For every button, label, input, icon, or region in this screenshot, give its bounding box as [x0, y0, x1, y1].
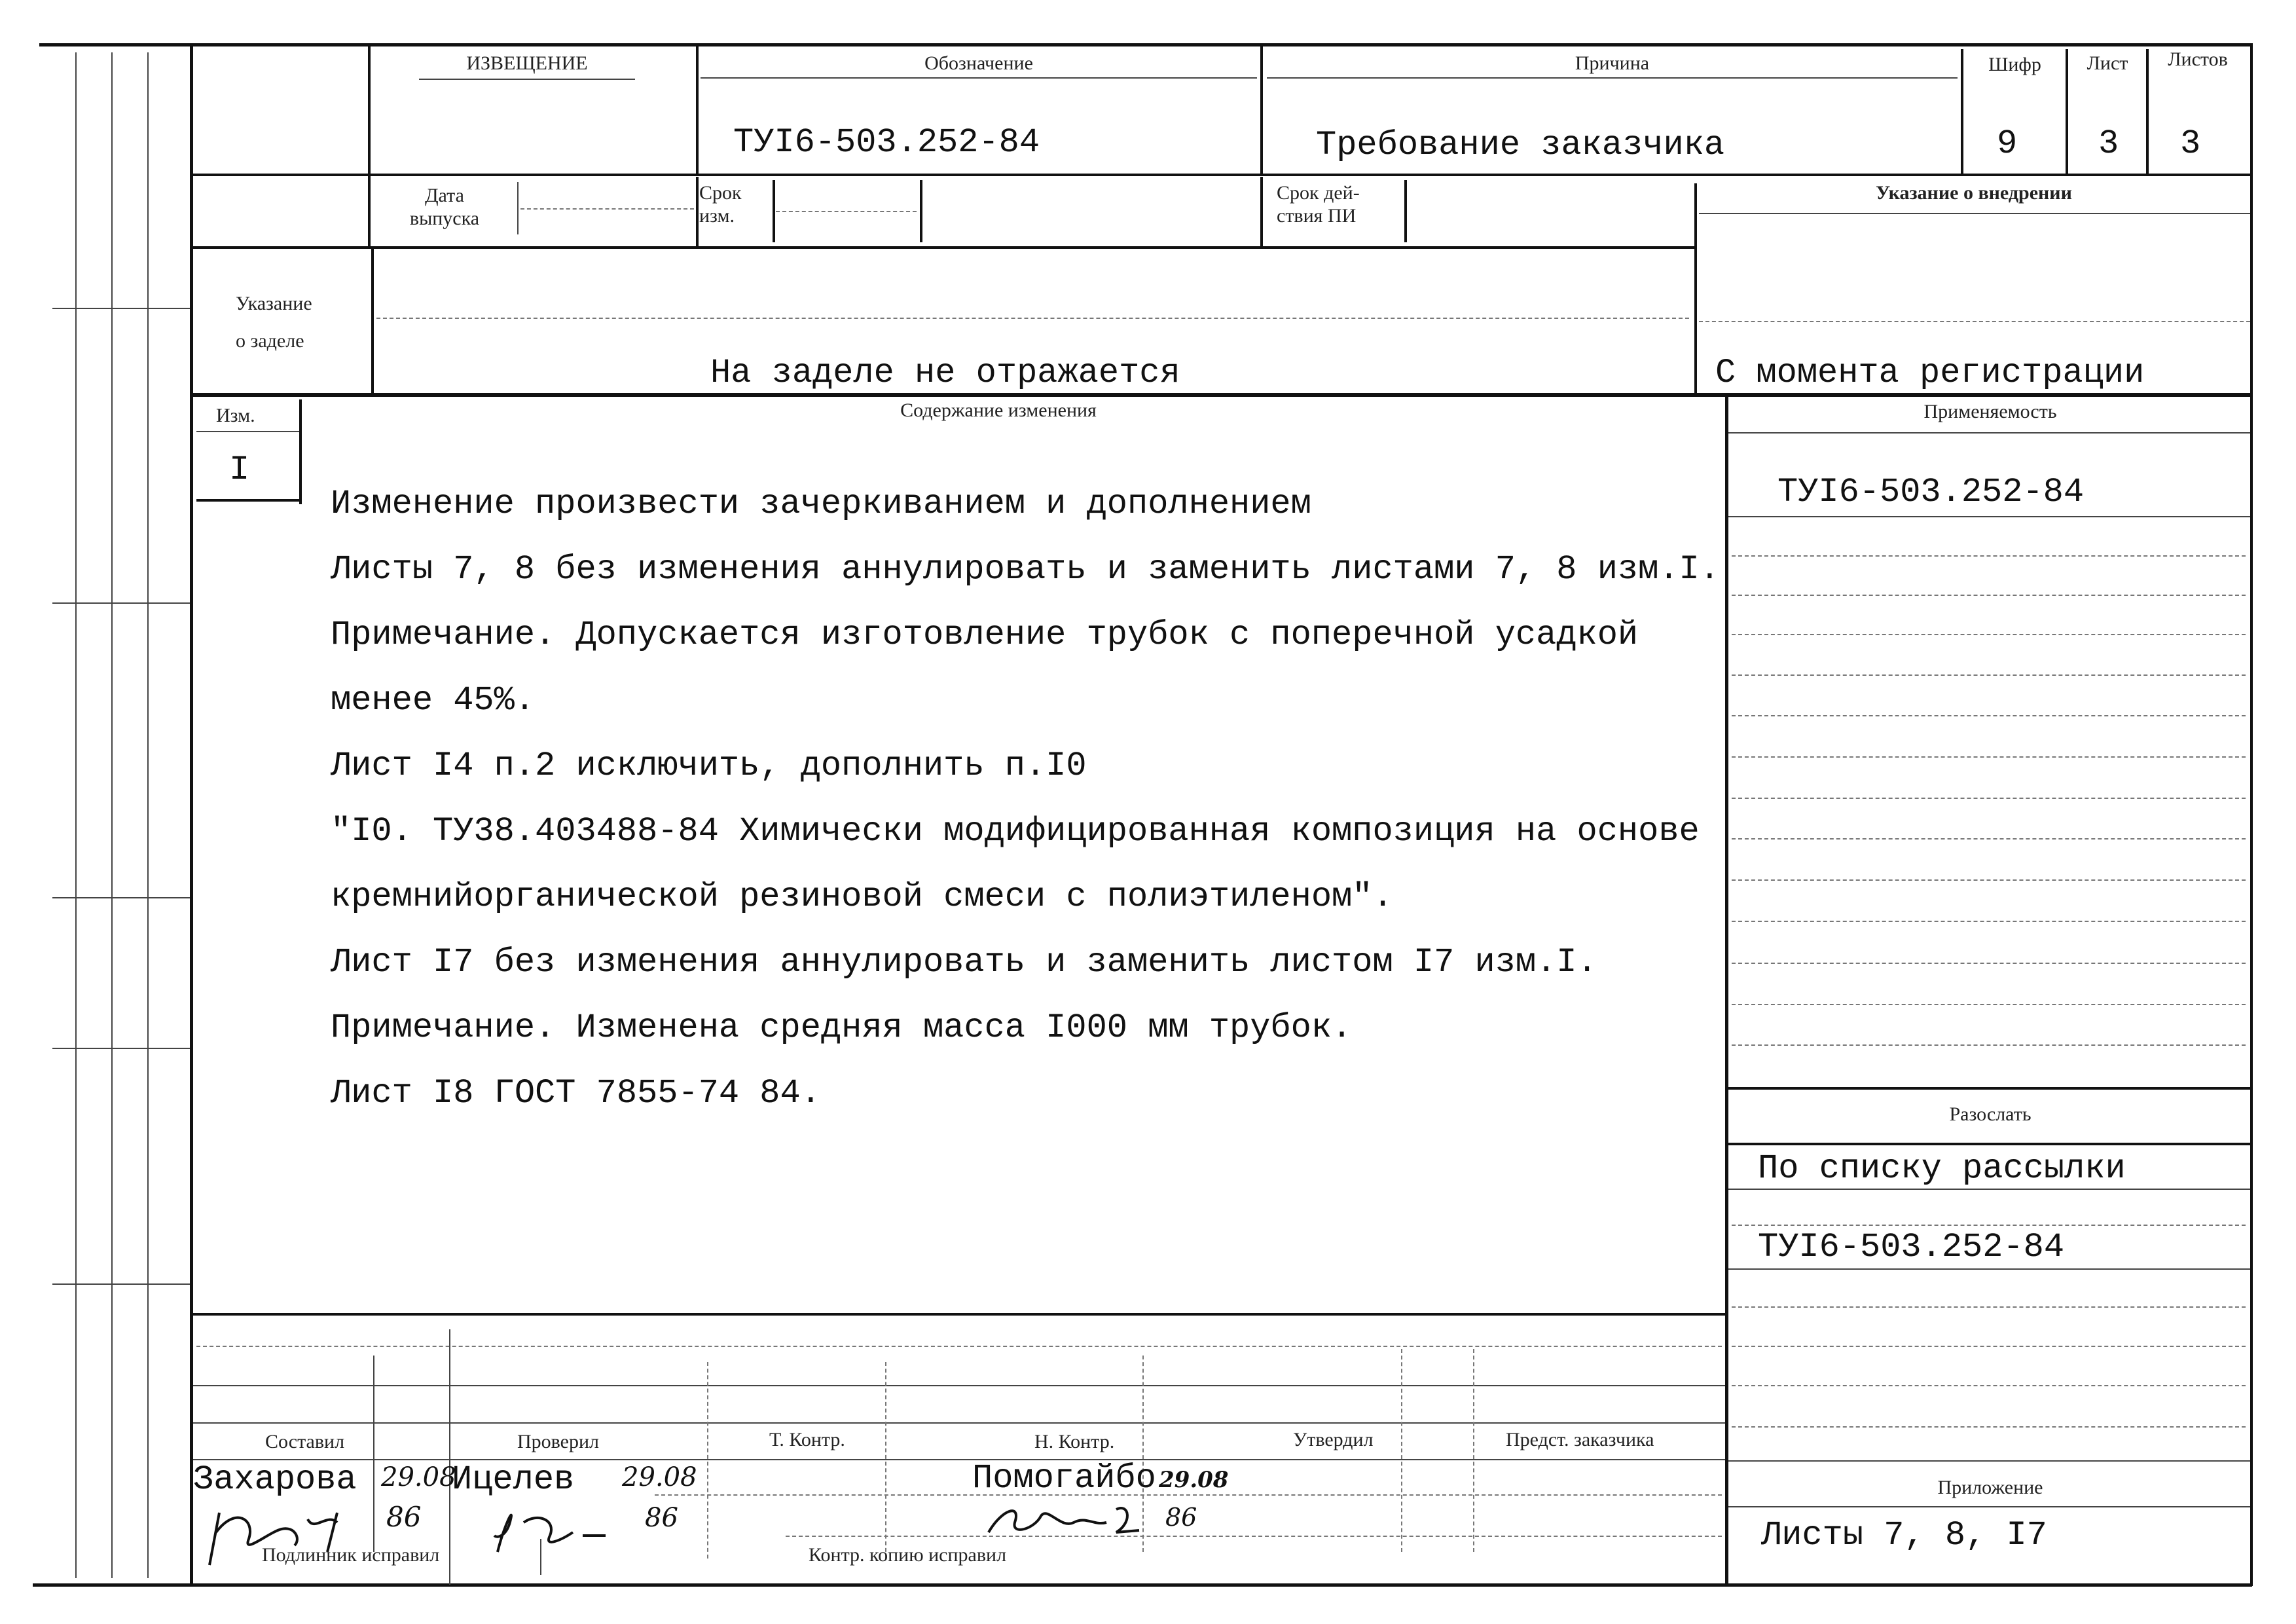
- backlog-divider: [371, 249, 374, 394]
- applicability-row-dash: [1732, 595, 2246, 596]
- content-line: Лист I7 без изменения аннулировать и заменить листом I7 изм.I.: [331, 943, 1597, 982]
- dates-dash: [776, 211, 917, 212]
- frame-top-border: [39, 43, 2252, 46]
- sheets-label: Листов: [2168, 48, 2228, 70]
- checked-signature: [484, 1500, 629, 1559]
- content-line: Лист I4 п.2 исключить, дополнить п.I0: [331, 747, 1087, 785]
- applicability-value: ТУI6-503.252-84: [1777, 473, 2085, 511]
- dates-divider: [1260, 177, 1263, 248]
- sheets-value: 3: [2180, 124, 2201, 163]
- margin-divider: [52, 897, 190, 898]
- frame-left-border: [190, 43, 193, 1586]
- signatures-row-line: [193, 1385, 1725, 1386]
- implementation-label: Указание о внедрении: [1876, 182, 2072, 204]
- approved-label: Утвердил: [1293, 1429, 1374, 1450]
- original-fixed-label: Подлинник исправил: [262, 1544, 440, 1566]
- cipher-value: 9: [1997, 124, 2018, 163]
- margin-line: [147, 52, 149, 1578]
- content-line: Лист I8 ГОСТ 7855-74 84.: [331, 1074, 821, 1113]
- content-line: менее 45%.: [331, 681, 536, 720]
- applicability-row-dash: [1732, 715, 2246, 716]
- issue-date-label: Дата выпуска: [409, 185, 480, 229]
- signatures-divider: [373, 1356, 374, 1552]
- margin-divider: [52, 308, 190, 309]
- backlog-bottom-line: [193, 393, 2250, 397]
- dates-divider: [517, 182, 519, 234]
- header-label-underline: [701, 77, 1257, 79]
- pi-term-label: Срок дей- ствия ПИ: [1277, 182, 1360, 227]
- signatures-divider: [449, 1329, 450, 1585]
- customer-rep-label: Предст. заказчика: [1506, 1429, 1654, 1450]
- content-line: кремнийорганической резиновой смеси с полиэтиленом".: [331, 877, 1393, 916]
- distribute-row-dash: [1732, 1346, 2246, 1347]
- distribute-label-line: [1728, 1143, 2250, 1145]
- signatures-dash: [655, 1494, 1722, 1496]
- cipher-label: Шифр: [1988, 54, 2041, 75]
- norm-control-label: Н. Контр.: [1034, 1431, 1115, 1452]
- norm-control-date: 29.08: [1159, 1467, 1229, 1493]
- applicability-row-dash: [1732, 798, 2246, 799]
- margin-line: [75, 52, 77, 1578]
- frame-right-border: [2250, 43, 2253, 1586]
- appendix-label: Приложение: [1937, 1477, 2043, 1498]
- distribute-top-line: [1728, 1087, 2250, 1090]
- header-divider: [1260, 46, 1263, 174]
- applicability-row-dash: [1732, 1044, 2246, 1046]
- content-line: "I0. ТУ38.403488-84 Химически модифицированная композиция на основе: [331, 812, 1700, 851]
- signatures-dash: [786, 1536, 1722, 1537]
- appendix-top-line: [1728, 1460, 2250, 1462]
- dates-divider: [1404, 180, 1407, 242]
- dates-divider: [773, 180, 775, 242]
- change-label: Изм.: [216, 405, 255, 426]
- content-line: Примечание. Допускается изготовление трубок с поперечной усадкой: [331, 616, 1639, 654]
- sheet-value: 3: [2098, 124, 2119, 163]
- distribute-row-dash: [1732, 1426, 2246, 1428]
- implementation-line: [1699, 213, 2250, 214]
- header-divider: [368, 46, 371, 177]
- norm-control-name: Помогайбо: [972, 1459, 1156, 1498]
- distribute-row-line: [1728, 1189, 2250, 1190]
- header-bottom-line: [193, 174, 2250, 176]
- applicability-row-dash: [1732, 674, 2246, 676]
- compiled-name: Захарова: [193, 1460, 357, 1499]
- content-line: Примечание. Изменена средняя масса I000 мм трубок.: [331, 1008, 1353, 1047]
- distribute-label: Разослать: [1949, 1103, 2032, 1125]
- dates-dash: [520, 208, 694, 210]
- change-term-label: Срок изм.: [699, 182, 742, 227]
- copy-fixed-label: Контр. копию исправил: [809, 1544, 1007, 1566]
- distribute-row-dash: [1732, 1225, 2246, 1226]
- signatures-divider: [1401, 1349, 1402, 1552]
- designation-label: Обозначение: [924, 52, 1033, 74]
- distribute-row-dash: [1732, 1306, 2246, 1308]
- signatures-row-line: [193, 1459, 1725, 1460]
- applicability-row-line: [1728, 516, 2250, 517]
- signatures-divider: [707, 1362, 708, 1559]
- content-title: Содержание изменения: [900, 399, 1097, 421]
- right-panel-divider: [1725, 397, 1728, 1583]
- header-label-underline: [419, 79, 635, 80]
- margin-line: [111, 52, 113, 1578]
- content-line: Листы 7, 8 без изменения аннулировать и заменить листами 7, 8 изм.I.: [331, 550, 1720, 589]
- distribute-row-dash: [1732, 1385, 2246, 1386]
- compiled-label: Составил: [265, 1431, 345, 1452]
- checked-name: Ицелев: [452, 1460, 575, 1499]
- norm-control-date: 86: [1165, 1503, 1197, 1532]
- designation-value: ТУI6-503.252-84: [733, 123, 1040, 162]
- header-divider: [696, 46, 699, 174]
- tech-control-label: Т. Контр.: [769, 1429, 845, 1450]
- backlog-label: Указание о заделе: [236, 293, 312, 352]
- distribute-value-2: ТУI6-503.252-84: [1758, 1228, 2065, 1266]
- applicability-row-dash: [1732, 838, 2246, 840]
- backlog-value: На заделе не отражается: [710, 354, 1180, 392]
- applicability-row-dash: [1732, 634, 2246, 635]
- implementation-dash: [1699, 321, 2250, 322]
- dates-divider: [368, 177, 371, 248]
- norm-control-signature: [975, 1496, 1152, 1542]
- applicability-row-dash: [1732, 879, 2246, 881]
- change-number-line: [196, 499, 299, 502]
- dates-bottom-line: [193, 246, 1694, 249]
- checked-label: Проверил: [517, 1431, 599, 1452]
- change-col-divider: [299, 399, 302, 504]
- margin-divider: [52, 602, 190, 604]
- signatures-dash: [196, 1346, 1722, 1347]
- appendix-label-line: [1728, 1506, 2250, 1507]
- compiled-date: 29.08: [381, 1462, 456, 1492]
- implementation-value: С момента регистрации: [1715, 354, 2145, 392]
- applicability-row-dash: [1732, 963, 2246, 964]
- change-label-line: [196, 431, 299, 432]
- notice-label: ИЗВЕЩЕНИЕ: [466, 52, 588, 74]
- distribute-value-1: По списку рассылки: [1758, 1149, 2126, 1188]
- change-number: I: [229, 451, 250, 489]
- dates-divider: [696, 177, 699, 248]
- dates-divider: [920, 180, 922, 242]
- margin-divider: [52, 1283, 190, 1285]
- signatures-top-line: [193, 1313, 1725, 1316]
- signatures-divider: [885, 1362, 886, 1559]
- applicability-row-dash: [1732, 555, 2246, 557]
- applicability-row-dash: [1732, 1004, 2246, 1005]
- content-line: Изменение произвести зачеркиванием и дополнением: [331, 485, 1311, 523]
- reason-label: Причина: [1575, 52, 1650, 74]
- header-divider: [2066, 49, 2068, 174]
- reason-value: Требование заказчика: [1316, 126, 1725, 164]
- appendix-value: Листы 7, 8, I7: [1761, 1516, 2047, 1555]
- original-fixed-tick: [540, 1539, 541, 1575]
- header-label-underline: [1267, 77, 1958, 79]
- applicability-row-dash: [1732, 756, 2246, 758]
- signatures-row-line: [193, 1422, 1725, 1424]
- frame-bottom-border: [33, 1583, 2252, 1587]
- signatures-divider: [1473, 1349, 1474, 1552]
- applicability-row-dash: [1732, 921, 2246, 922]
- checked-date: 29.08: [622, 1462, 697, 1492]
- dates-divider: [1694, 183, 1697, 394]
- compiled-date: 86: [386, 1501, 422, 1533]
- header-divider: [1961, 49, 1963, 174]
- backlog-dash: [376, 318, 1689, 319]
- applicability-line: [1728, 432, 2250, 434]
- sheet-label: Лист: [2086, 52, 2128, 74]
- applicability-label: Применяемость: [1923, 401, 2057, 422]
- checked-date: 86: [645, 1503, 678, 1533]
- distribute-row-line: [1728, 1268, 2250, 1270]
- margin-divider: [52, 1048, 190, 1049]
